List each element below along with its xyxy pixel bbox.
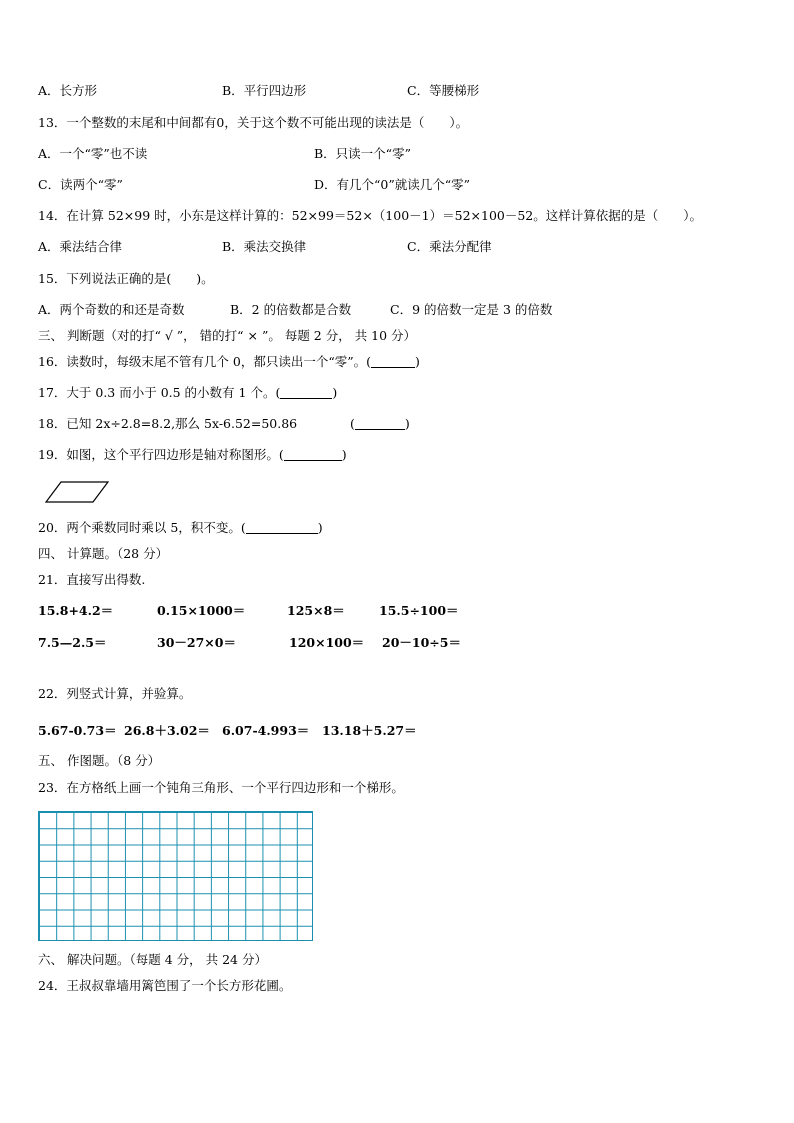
- option-b: B．乘法交换律: [222, 239, 307, 254]
- calc-item: 20－10÷5＝: [382, 635, 461, 650]
- answer-blank[interactable]: [371, 355, 415, 368]
- calc-item: 7.5—2.5＝: [38, 635, 107, 650]
- option-b: B．2 的倍数都是合数: [230, 302, 352, 317]
- answer-blank[interactable]: [284, 448, 342, 461]
- option-a: A．乘法结合律: [38, 239, 123, 254]
- option-b: B．只读一个“零”: [314, 146, 411, 161]
- answer-blank[interactable]: [280, 386, 332, 399]
- calc-item: 15.8+4.2＝: [38, 603, 114, 618]
- option-c: C．9 的倍数一定是 3 的倍数: [390, 302, 553, 317]
- calc-item: 26.8＋3.02＝: [124, 723, 210, 738]
- option-a: A．长方形: [38, 83, 98, 98]
- calc-item: 15.5÷100＝: [379, 603, 459, 618]
- question-17: [38, 385, 337, 401]
- calc-item: 125×8＝: [287, 603, 345, 618]
- option-a: A．两个奇数的和还是奇数: [38, 302, 185, 317]
- question-18-open: (: [350, 416, 355, 431]
- option-c: C．乘法分配律: [407, 239, 492, 254]
- option-b: B．平行四边形: [222, 83, 307, 98]
- section-4-heading: 四、 计算题。（28 分）: [38, 546, 169, 561]
- question-20: [38, 520, 323, 536]
- question-20-close: ): [317, 520, 323, 535]
- calc-item: 5.67-0.73＝: [38, 723, 117, 738]
- question-18: [38, 416, 297, 432]
- calc-item: 13.18＋5.27＝: [322, 723, 417, 738]
- answer-blank[interactable]: [355, 417, 405, 430]
- calc-item: 30－27×0＝: [157, 635, 236, 650]
- question-16: [38, 354, 420, 370]
- question-17-close: ): [332, 385, 338, 400]
- question-20-text: 20．两个乘数同时乘以 5，积不变。(: [38, 520, 246, 535]
- option-c: C．等腰梯形: [407, 83, 480, 98]
- question-18-text: 18．已知 2x÷2.8=8.2,那么 5x-6.52=50.86: [38, 416, 298, 431]
- question-19: [38, 447, 347, 463]
- option-a: A．一个“零”也不读: [38, 146, 148, 161]
- section-5-heading: 五、 作图题。（8 分）: [38, 753, 161, 768]
- section-6-heading: 六、 解决问题。（每题 4 分， 共 24 分）: [38, 952, 267, 967]
- question-21-stem: 21．直接写出得数.: [38, 572, 146, 587]
- option-d: D．有几个“0”就读几个“零”: [314, 177, 471, 192]
- answer-blank[interactable]: [246, 521, 318, 534]
- question-13-stem: 13．一个整数的末尾和中间都有0，关于这个数不可能出现的读法是（ ）。: [38, 115, 469, 130]
- question-23-stem: 23．在方格纸上画一个钝角三角形、一个平行四边形和一个梯形。: [38, 780, 404, 795]
- question-14-stem: 14．在计算 52×99 时，小东是这样计算的：52×99＝52×（100－1）＝52×100－52。这样计算依据的是（ ）。: [38, 208, 703, 223]
- question-17-text: 17．大于 0.3 而小于 0.5 的小数有 1 个。(: [38, 385, 281, 400]
- question-24-stem: 24．王叔叔靠墙用篱笆围了一个长方形花圃。: [38, 978, 292, 993]
- calc-item: 120×100＝: [289, 635, 365, 650]
- section-3-heading: 三、 判断题（对的打“ √ ”， 错的打“ × ”。 每题 2 分， 共 10 分）: [38, 328, 417, 343]
- question-19-text: 19．如图，这个平行四边形是轴对称图形。(: [38, 447, 284, 462]
- question-22-stem: 22．列竖式计算，并验算。: [38, 686, 192, 701]
- calc-item: 0.15×1000＝: [157, 603, 246, 618]
- parallelogram-figure: [45, 481, 109, 503]
- question-15-stem: 15．下列说法正确的是( )。: [38, 271, 214, 286]
- question-18-close: ): [404, 416, 410, 431]
- question-16-text: 16．读数时，每级末尾不管有几个 0，都只读出一个“零”。(: [38, 354, 371, 369]
- question-19-close: ): [341, 447, 347, 462]
- option-c: C．读两个“零”: [38, 177, 123, 192]
- question-16-close: ): [415, 354, 420, 369]
- graph-paper-grid[interactable]: [38, 811, 313, 941]
- question-18-answer: [350, 416, 410, 432]
- calc-item: 6.07-4.993＝: [222, 723, 310, 738]
